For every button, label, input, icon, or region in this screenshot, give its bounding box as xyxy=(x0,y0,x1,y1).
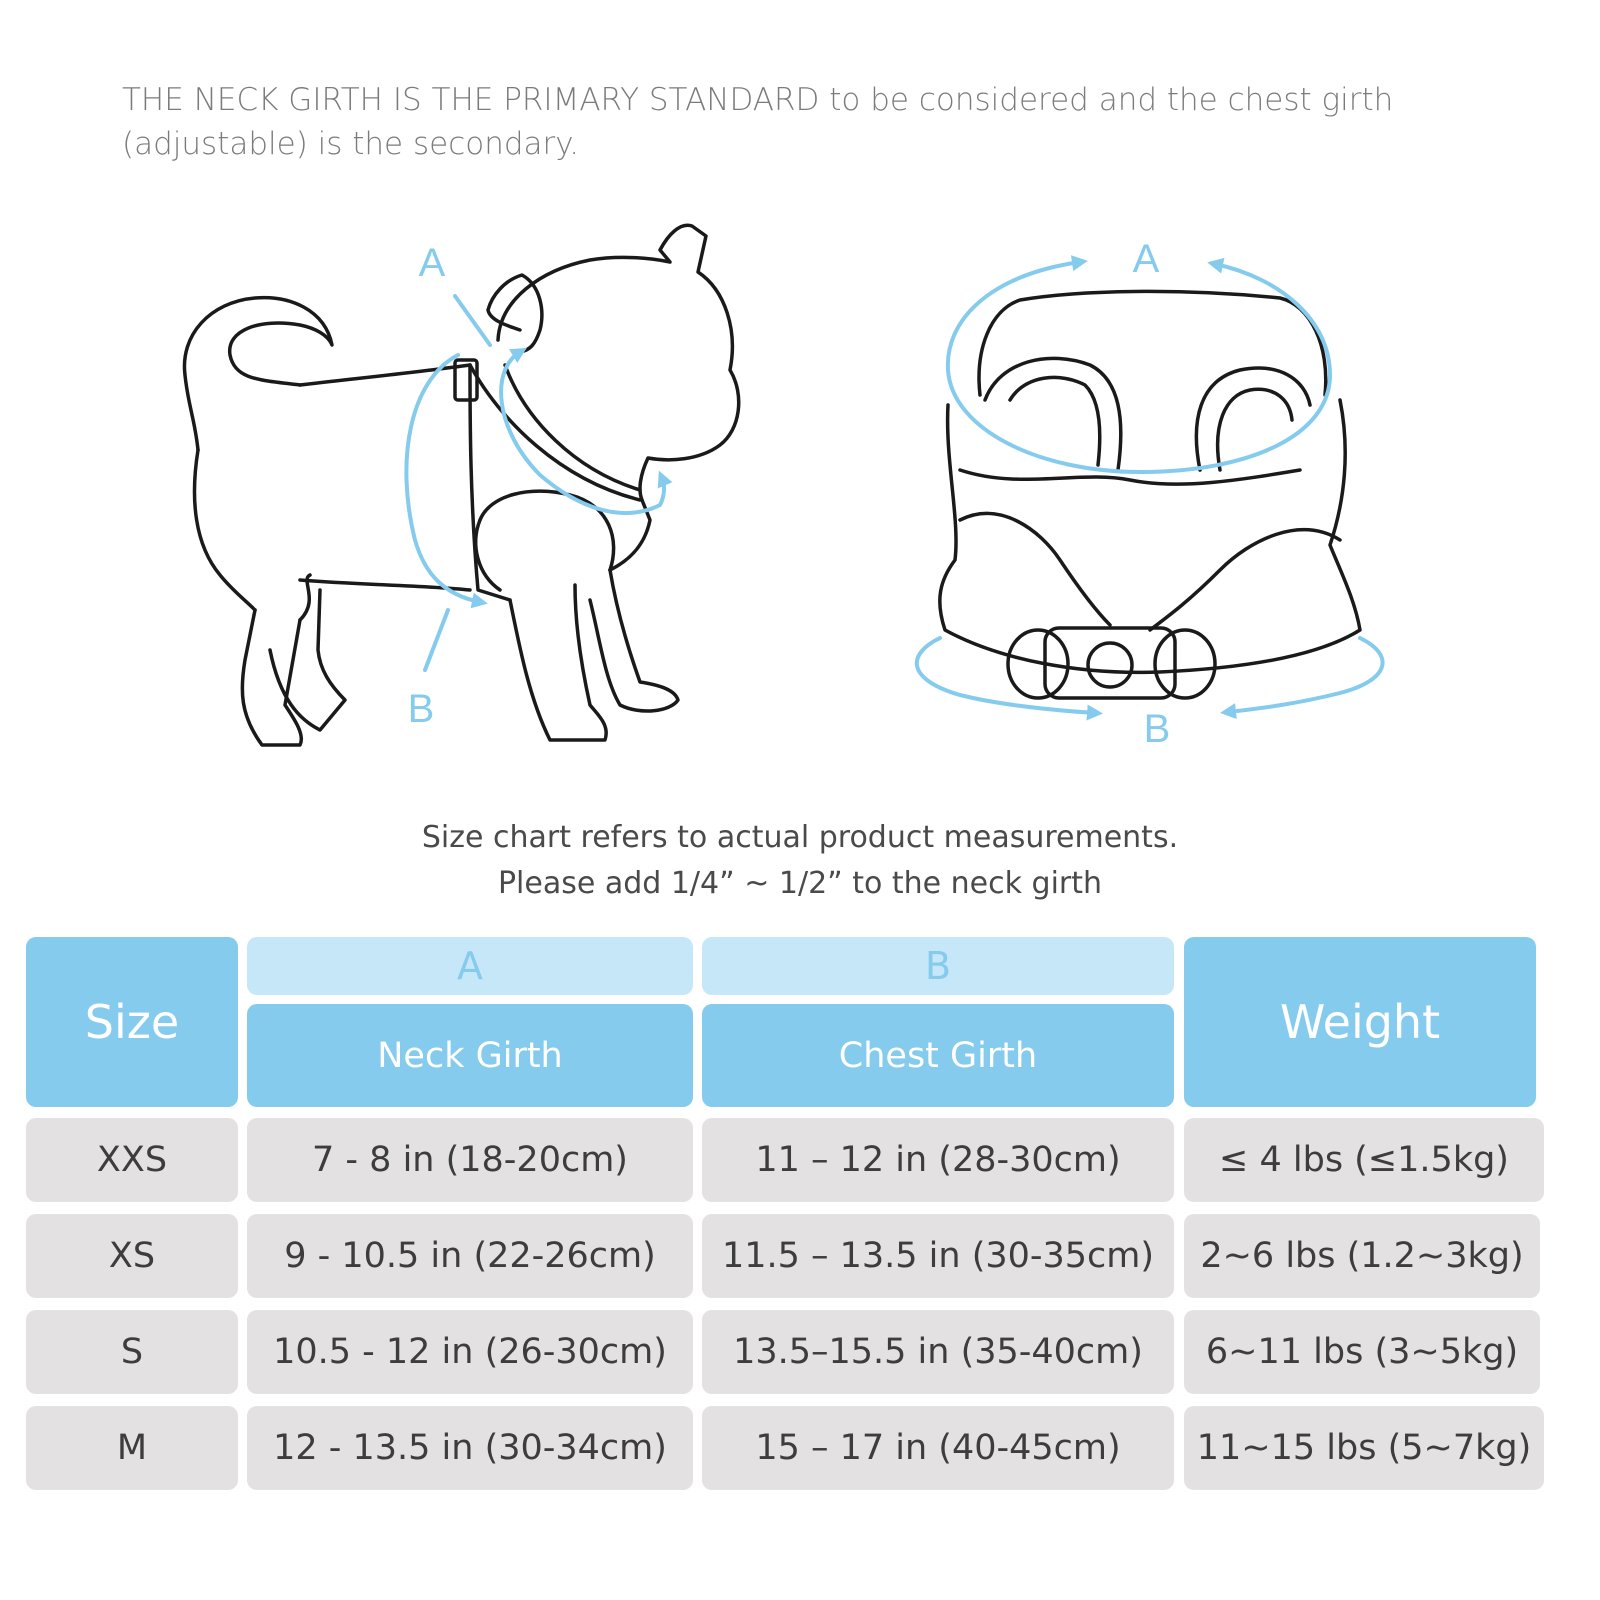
row-xxs-neck: 7 - 8 in (18-20cm) xyxy=(247,1118,693,1202)
size-note-line1: Size chart refers to actual product measurements. xyxy=(421,820,1179,855)
row-s-weight: 6~11 lbs (3~5kg) xyxy=(1184,1310,1540,1394)
row-m-weight: 11~15 lbs (5~7kg) xyxy=(1184,1406,1544,1490)
header-weight: Weight xyxy=(1184,937,1536,1107)
size-note-line2: Please add 1/4” ~ 1/2” to the neck girth xyxy=(497,866,1103,901)
row-m-neck: 12 - 13.5 in (30-34cm) xyxy=(247,1406,693,1490)
row-xs-weight: 2~6 lbs (1.2~3kg) xyxy=(1184,1214,1540,1298)
measurement-illustration xyxy=(0,200,1600,780)
row-xs-size: XS xyxy=(26,1214,238,1298)
header-a-letter: A xyxy=(247,937,693,995)
row-xxs-chest: 11 – 12 in (28-30cm) xyxy=(702,1118,1174,1202)
intro-text: THE NECK GIRTH IS THE PRIMARY STANDARD to be considered and the chest girth (adjustable) is the secondary. xyxy=(122,82,1394,162)
row-xxs-size: XXS xyxy=(26,1118,238,1202)
header-neck-girth: Neck Girth xyxy=(247,1004,693,1107)
row-xs-neck: 9 - 10.5 in (22-26cm) xyxy=(247,1214,693,1298)
row-m-chest: 15 – 17 in (40-45cm) xyxy=(702,1406,1174,1490)
harness-outline-icon xyxy=(940,291,1360,698)
dog-label-b: B xyxy=(407,687,435,731)
header-chest-girth: Chest Girth xyxy=(702,1004,1174,1107)
row-m-size: M xyxy=(26,1406,238,1490)
row-s-size: S xyxy=(26,1310,238,1394)
harness-label-b: B xyxy=(1143,707,1171,751)
header-b-letter: B xyxy=(702,937,1174,995)
dog-label-a: A xyxy=(418,241,446,285)
header-size: Size xyxy=(26,937,238,1107)
row-s-neck: 10.5 - 12 in (26-30cm) xyxy=(247,1310,693,1394)
row-xs-chest: 11.5 – 13.5 in (30-35cm) xyxy=(702,1214,1174,1298)
size-note xyxy=(300,815,1300,907)
row-s-chest: 13.5–15.5 in (35-40cm) xyxy=(702,1310,1174,1394)
harness-label-a: A xyxy=(1132,237,1160,281)
row-xxs-weight: ≤ 4 lbs (≤1.5kg) xyxy=(1184,1118,1544,1202)
